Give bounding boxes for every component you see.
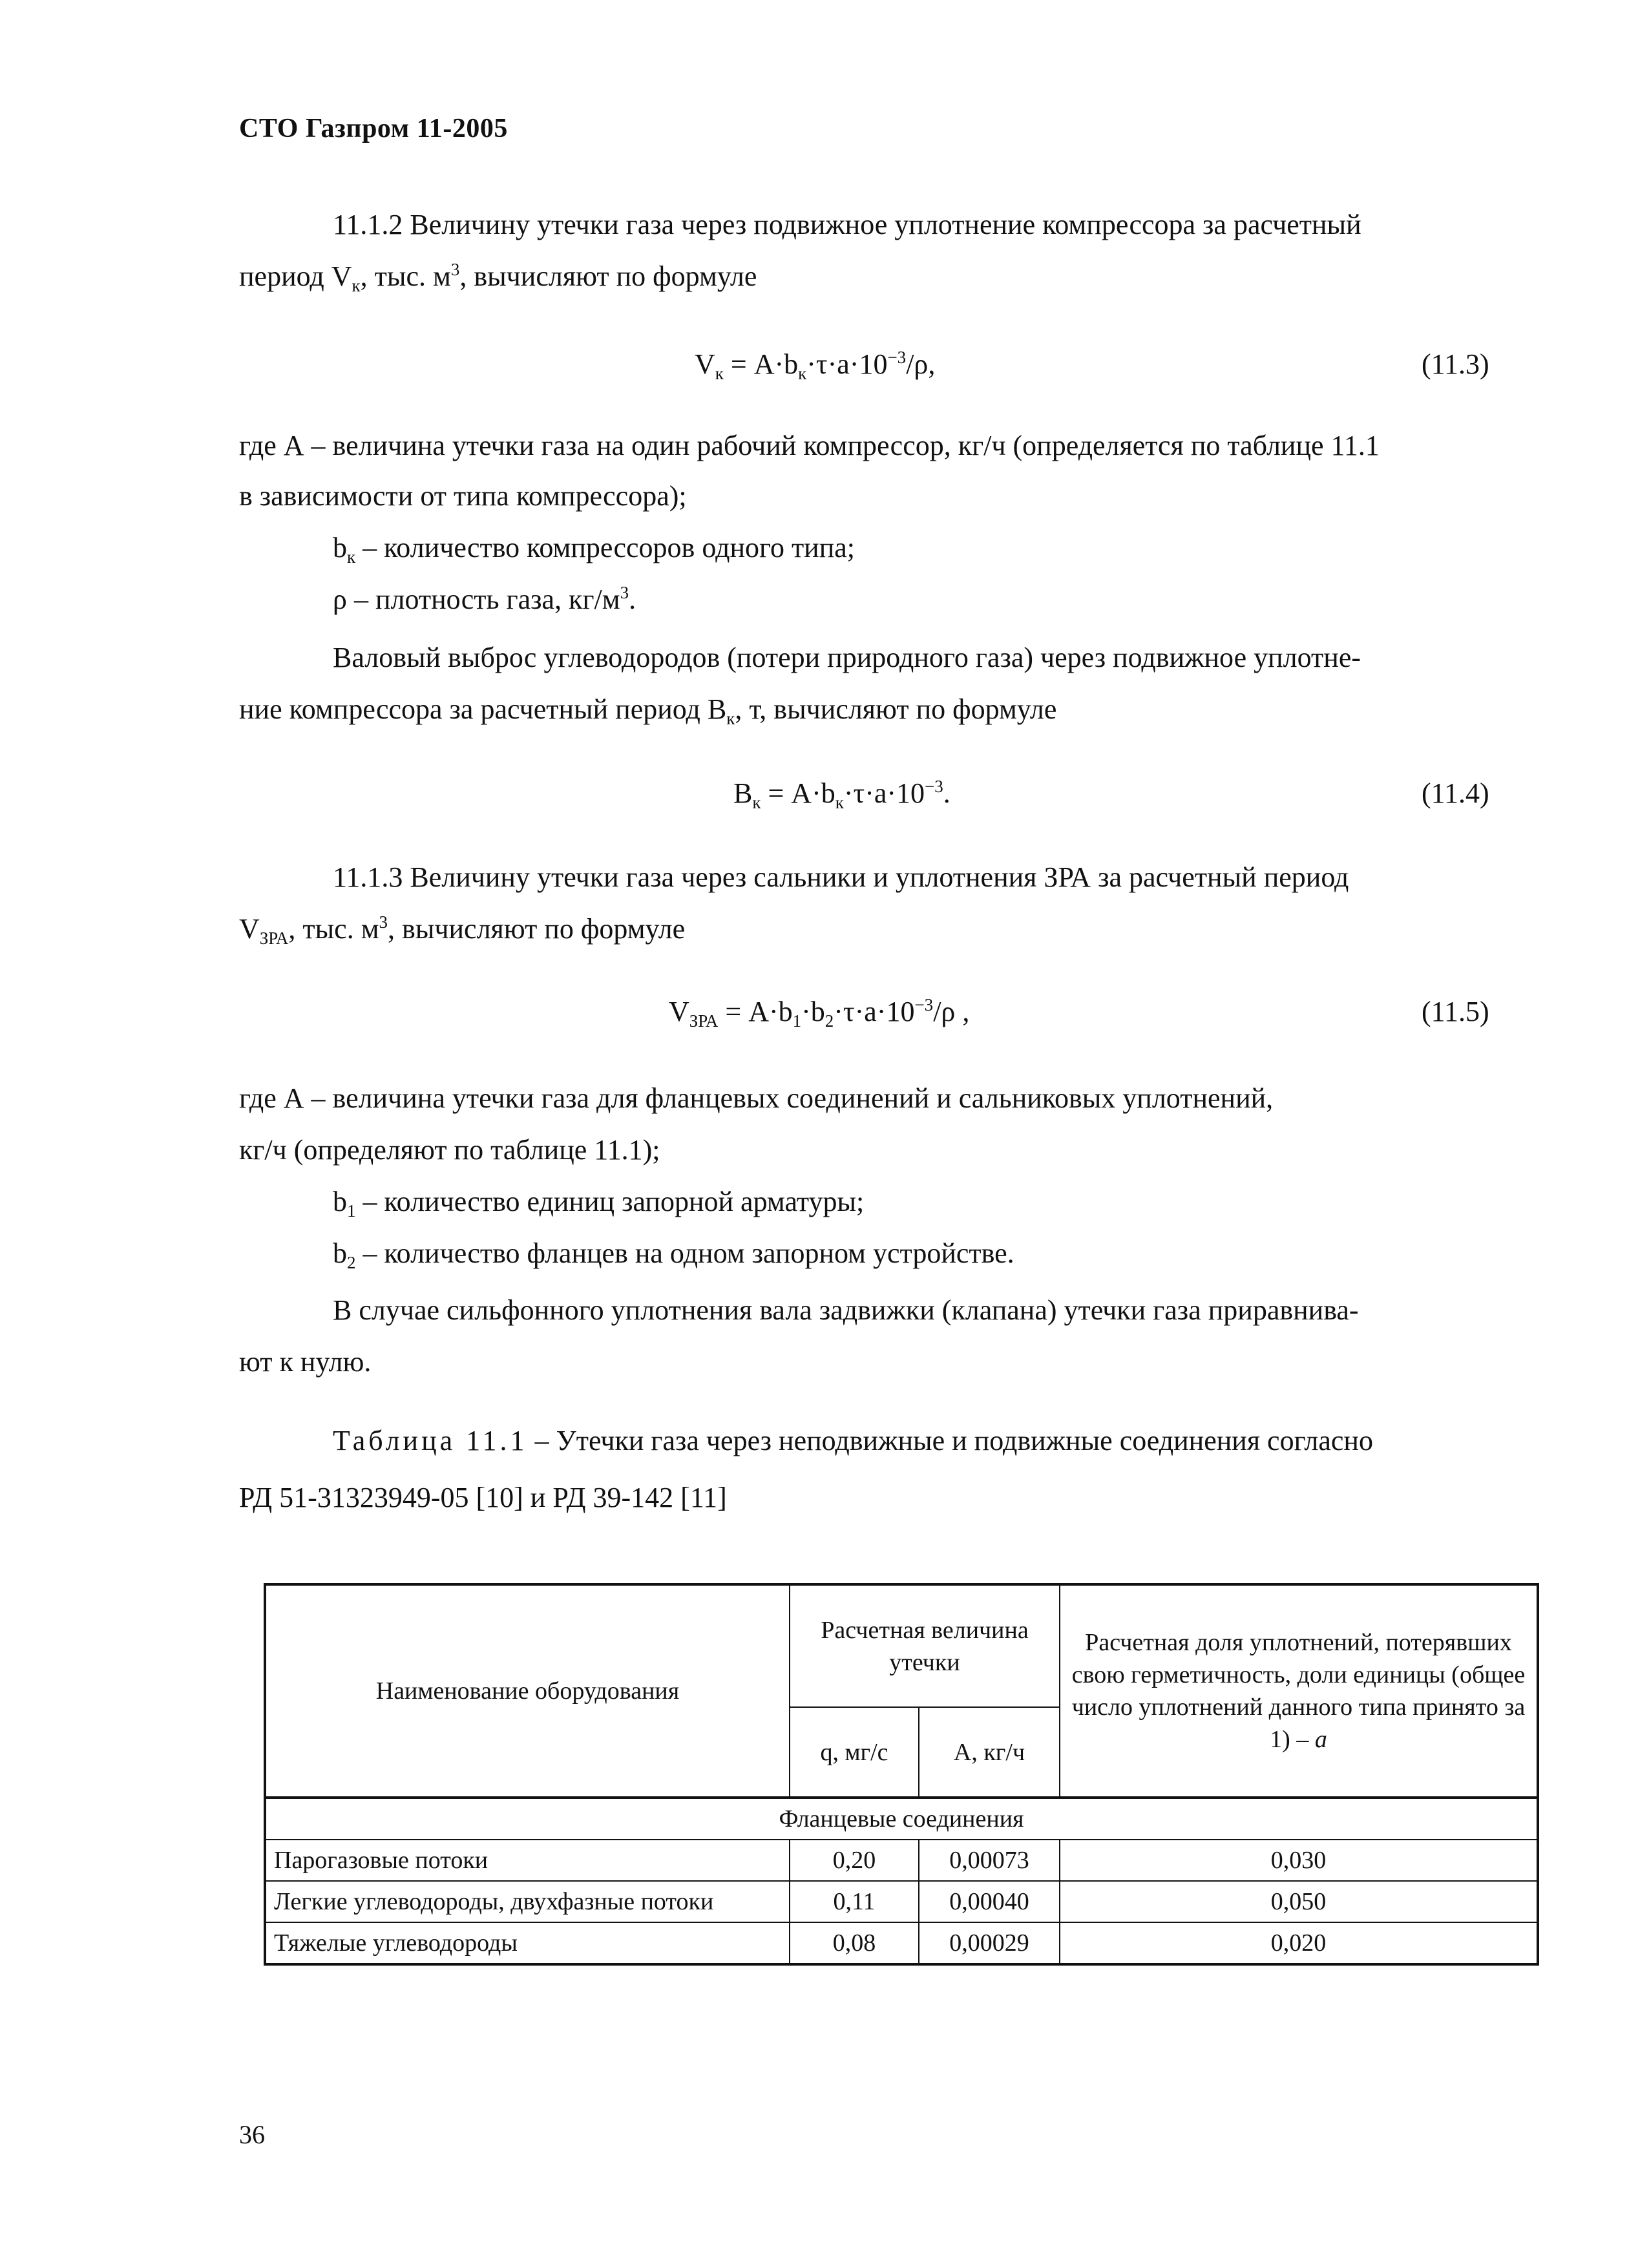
row-name: Тяжелые углеводороды [265,1922,790,1964]
paragraph-11-1-2-line-1: 11.1.2 Величину утечки газа через подвижное уплотнение компрессора за расчетный [333,209,1361,240]
formula-11-3-number: (11.3) [1422,348,1489,380]
table-caption-line-2: РД 51-31323949-05 [10] и РД 39-142 [11] [239,1482,727,1513]
col-header-name: Наименование оборудования [265,1584,790,1798]
row-share: 0,050 [1060,1881,1538,1922]
document-header: СТО Газпром 11-2005 [239,114,508,143]
where-2-line-1: где А – величина утечки газа для фланцевых соединений и сальниковых уплотнений, [239,1082,1274,1114]
row-q: 0,08 [790,1922,919,1964]
paragraph-gross-line-2: ние компрессора за расчетный период $B_к$, т, вычисляют по формуле [239,693,1057,728]
table-caption-line-1: Таблица 11.1 – Утечки газа через неподвижные и подвижные соединения согласно [333,1425,1373,1456]
row-name: Легкие углеводороды, двухфазные потоки [265,1881,790,1922]
formula-11-4: $B_к = A\cdot b_к\cdot\tau\cdot a\cdot 10^{-3}$. [733,777,951,812]
col-header-share: Расчетная доля уплотнений, потерявших свою герметичность, доли единицы (общее число уплотнений данного типа принято за 1) – a [1060,1584,1538,1798]
table-row [265,1840,1538,1881]
row-q: 0,20 [790,1840,919,1881]
where-1-bk: $b_к$ – количество компрессоров одного типа; [333,532,856,567]
where-1-rho: ρ – плотность газа, $кг/м^3$. [333,583,636,615]
where-2-line-2: кг/ч (определяют по таблице 11.1); [239,1134,660,1166]
section-flange-connections: Фланцевые соединения [265,1798,1538,1840]
paragraph-gross-line-1: Валовый выброс углеводородов (потери природного газа) через подвижное уплотне- [333,642,1361,673]
formula-11-3: $V_к = A\cdot b_к\cdot\tau\cdot a\cdot 10^{-3}/\rho$, [695,348,936,383]
col-header-q: q, мг/с [790,1707,919,1798]
table-11-1 [264,1583,1537,1966]
table-row [265,1922,1538,1964]
row-share: 0,020 [1060,1922,1538,1964]
where-1-line-1: где А – величина утечки газа на один рабочий компрессор, кг/ч (определяется по таблице 11.1 [239,430,1380,461]
where-2-b1: $b_1$ – количество единиц запорной арматуры; [333,1186,865,1221]
col-header-a: A, кг/ч [919,1707,1060,1798]
row-q: 0,11 [790,1881,919,1922]
formula-11-4-number: (11.4) [1422,777,1489,809]
row-a: 0,00040 [919,1881,1060,1922]
row-a: 0,00073 [919,1840,1060,1881]
table-row [265,1881,1538,1922]
paragraph-11-1-3-line-1: 11.1.3 Величину утечки газа через сальники и уплотнения ЗРА за расчетный период [333,861,1349,893]
page-number: 36 [239,2120,265,2149]
formula-11-5: $V_{ЗРА} = A\cdot b_1\cdot b_2\cdot\tau\cdot a\cdot 10^{-3}/\rho$ , [669,995,970,1031]
formula-11-5-number: (11.5) [1422,996,1489,1027]
paragraph-11-1-3-line-2: $V_{ЗРА}$, тыс. $м^3$, вычисляют по формуле [239,912,686,948]
paragraph-bellows-line-2: ют к нулю. [239,1346,372,1378]
col-header-leak: Расчетная величина утечки [790,1584,1060,1707]
where-1-line-2: в зависимости от типа компрессора); [239,480,687,512]
row-share: 0,030 [1060,1840,1538,1881]
paragraph-11-1-2-line-2: период $V_к$, тыс. $м^3$, вычисляют по формуле [239,260,757,295]
paragraph-bellows-line-1: В случае сильфонного уплотнения вала задвижки (клапана) утечки газа приравнива- [333,1294,1359,1326]
row-a: 0,00029 [919,1922,1060,1964]
row-name: Парогазовые потоки [265,1840,790,1881]
where-2-b2: $b_2$ – количество фланцев на одном запорном устройстве. [333,1237,1014,1272]
